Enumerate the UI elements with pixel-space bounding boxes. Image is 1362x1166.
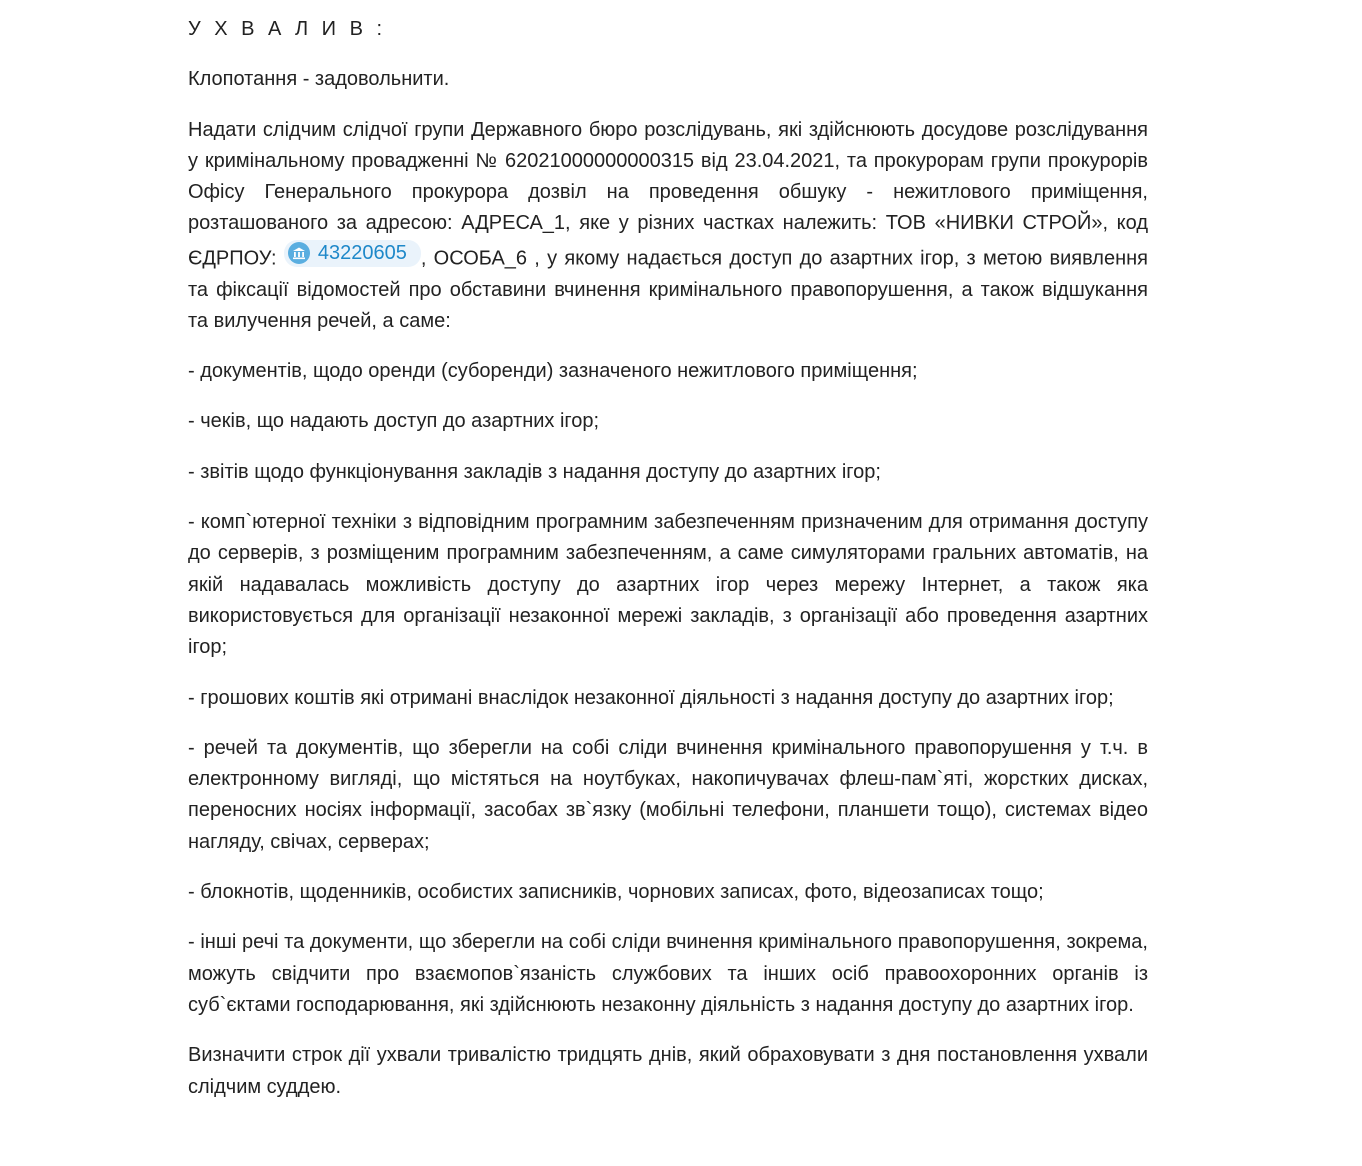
list-item: - звітів щодо функціонування закладів з надання доступу до азартних ігор; xyxy=(188,460,881,483)
edrpou-code: 43220605 xyxy=(317,241,407,264)
edrpou-code-link[interactable] xyxy=(284,240,421,267)
search-permission-paragraph xyxy=(188,115,1148,338)
ruling-term-paragraph: Визначити строк дії ухвали тривалістю тридцять днів, який обраховувати з дня постановлення ухвали слідчим суддею. xyxy=(188,1044,1148,1098)
search-permission-text-before: Надати слідчим слідчої групи Державного бюро розслідувань, які здійснюють досудове розслідування у кримінальному провадженні № 62021000000000315 від 23.04.2021, та прокурорам групи прокурорів Офісу Генерального прокурора дозвіл на проведення обшуку - нежитлового приміщення, розташованого за адресою: АДРЕСА_1, яке у різних частках належить: ТОВ «НИВКИ СТРОЙ», код ЄДРПОУ: xyxy=(188,118,1148,270)
list-item: - речей та документів, що зберегли на собі сліди вчинення кримінального правопорушення у т.ч. в електронному вигляді, що містяться на ноутбуках, накопичувачах флеш-пам`яті, жорстких дисках, переносних носіях інформації, засобах зв`язку (мобільні телефони, планшети тощо), системах відео нагляду, свічах, серверах; xyxy=(188,736,1148,853)
government-building-icon xyxy=(288,242,310,264)
motion-granted-paragraph: Клопотання - задовольнити. xyxy=(188,68,450,91)
list-item: - грошових коштів які отримані внаслідок незаконної діяльності з надання доступу до азартних ігор; xyxy=(188,686,1114,709)
list-item: - комп`ютерної техніки з відповідним програмним забезпеченням призначеним для отримання доступу до серверів, з розміщеним програмним забезпеченням, а саме симуляторами гральних автоматів, на якій надавалась можливість доступу до азартних ігор через мережу Інтернет, а також яка використовується для організації незаконної мережі закладів, з організації або проведення азартних ігор; xyxy=(188,511,1148,659)
list-item: - інші речі та документи, що зберегли на собі сліди вчинення кримінального правопорушення, зокрема, можуть свідчити про взаємопов`язаність службових та інших осіб правоохоронних органів із суб`єктами господарювання, які здійснюють незаконну діяльність з надання доступу до азартних ігор. xyxy=(188,931,1148,1016)
search-permission-text-after: , ОСОБА_6 , у якому надається доступ до азартних ігор, з метою виявлення та фіксації відомостей про обставини вчинення кримінального правопорушення, а також відшукання та вилучення речей, а саме: xyxy=(188,247,1148,332)
list-item: - блокнотів, щоденників, особистих записників, чорнових записах, фото, відеозаписах тощо; xyxy=(188,881,1044,904)
ruling-heading: У Х В А Л И В : xyxy=(188,18,387,40)
court-ruling-document xyxy=(188,14,1148,1122)
list-item: - документів, щодо оренди (суборенди) зазначеного нежитлового приміщення; xyxy=(188,360,918,383)
list-item: - чеків, що надають доступ до азартних ігор; xyxy=(188,410,600,433)
